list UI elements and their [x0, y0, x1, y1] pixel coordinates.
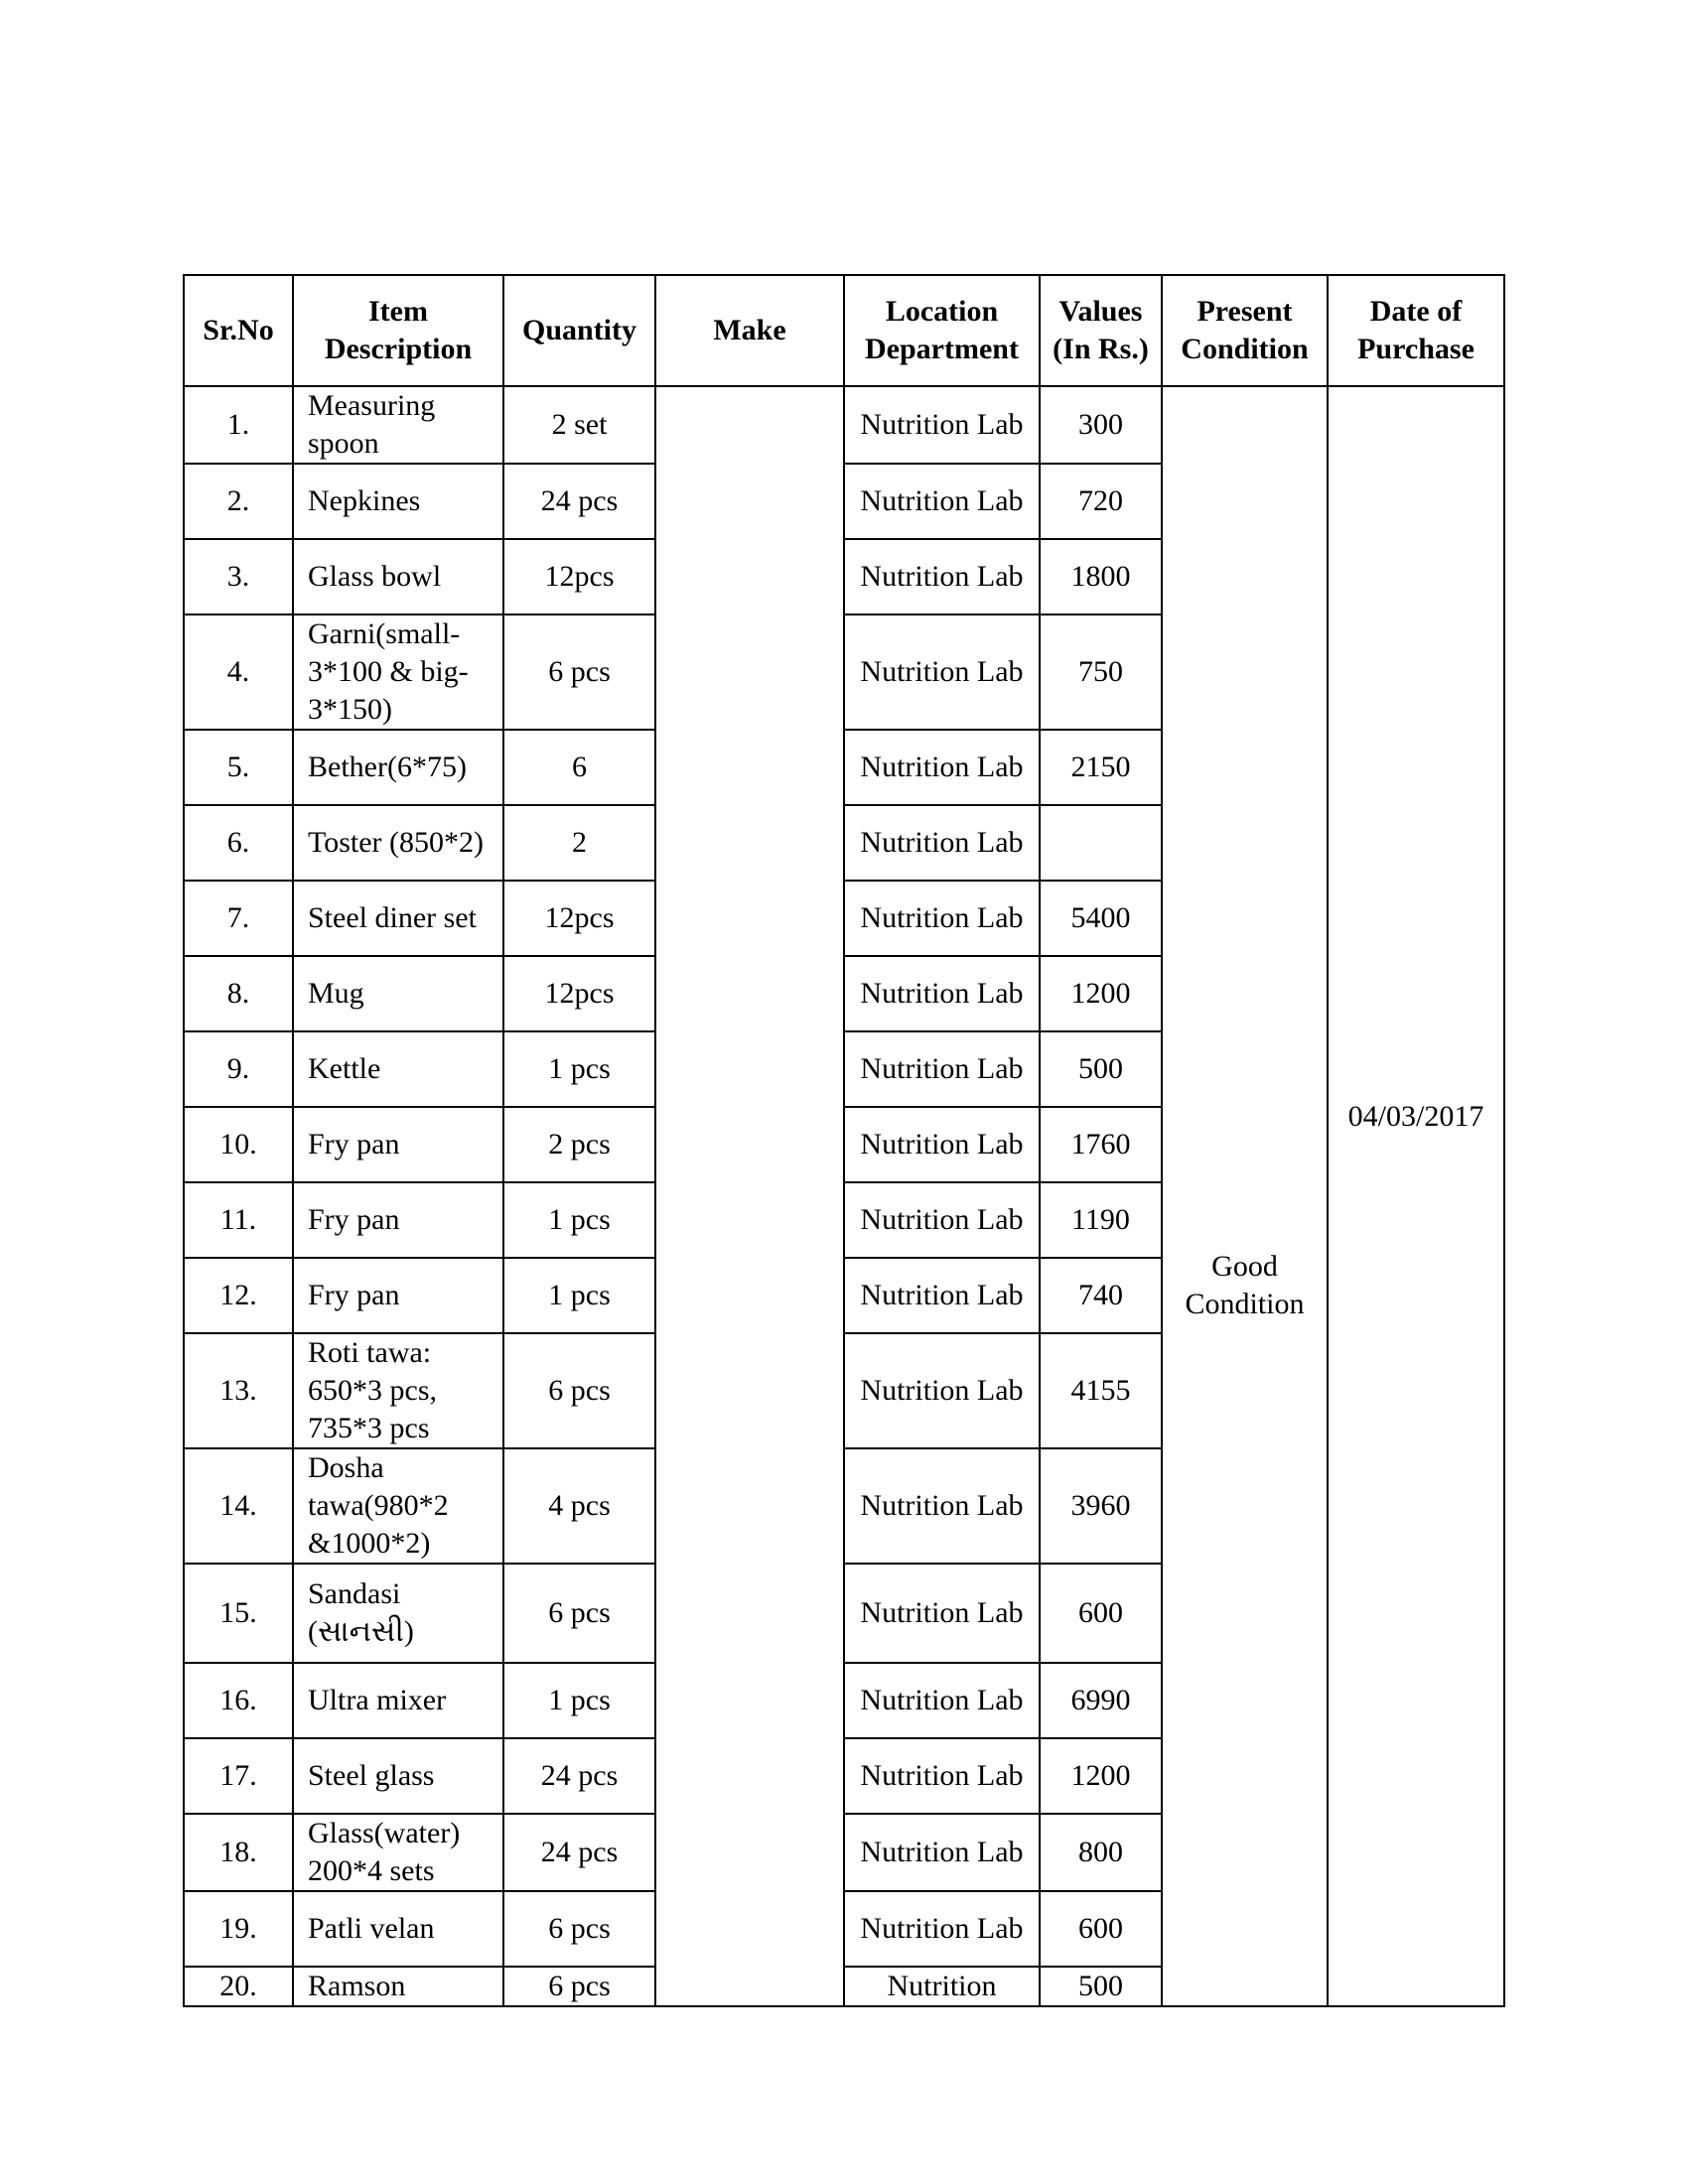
cell-sr-no: 5. — [184, 730, 293, 805]
header-quantity: Quantity — [503, 275, 655, 386]
cell-location-department: Nutrition Lab — [844, 1663, 1040, 1738]
cell-value: 1760 — [1040, 1107, 1162, 1182]
table-row — [184, 386, 1504, 464]
cell-location-department: Nutrition Lab — [844, 805, 1040, 881]
cell-location-department: Nutrition Lab — [844, 1107, 1040, 1182]
cell-sr-no: 19. — [184, 1891, 293, 1967]
cell-quantity: 6 pcs — [503, 1891, 655, 1967]
cell-quantity: 12pcs — [503, 881, 655, 956]
cell-item-description: Kettle — [293, 1031, 503, 1107]
cell-value: 1190 — [1040, 1182, 1162, 1258]
cell-item-description: Steel diner set — [293, 881, 503, 956]
cell-value: 740 — [1040, 1258, 1162, 1333]
cell-quantity: 6 pcs — [503, 1564, 655, 1663]
cell-quantity: 4 pcs — [503, 1448, 655, 1564]
cell-date-of-purchase: 04/03/2017 — [1328, 386, 1504, 2006]
header-make: Make — [655, 275, 844, 386]
cell-quantity: 2 set — [503, 386, 655, 464]
cell-sr-no: 1. — [184, 386, 293, 464]
cell-quantity: 24 pcs — [503, 1814, 655, 1891]
cell-value: 1800 — [1040, 539, 1162, 614]
cell-value: 750 — [1040, 614, 1162, 730]
cell-quantity: 1 pcs — [503, 1663, 655, 1738]
cell-make — [655, 386, 844, 2006]
cell-location-department: Nutrition Lab — [844, 881, 1040, 956]
cell-item-description: Dosha tawa(980*2 &1000*2) — [293, 1448, 503, 1564]
cell-location-department: Nutrition Lab — [844, 614, 1040, 730]
header-item-description: Item Description — [293, 275, 503, 386]
cell-present-condition: Good Condition — [1162, 386, 1328, 2006]
cell-location-department: Nutrition — [844, 1967, 1040, 2006]
cell-item-description: Fry pan — [293, 1258, 503, 1333]
cell-value: 6990 — [1040, 1663, 1162, 1738]
cell-sr-no: 2. — [184, 464, 293, 539]
cell-location-department: Nutrition Lab — [844, 464, 1040, 539]
cell-sr-no: 12. — [184, 1258, 293, 1333]
cell-sr-no: 18. — [184, 1814, 293, 1891]
cell-item-description: Measuring spoon — [293, 386, 503, 464]
cell-item-description: Roti tawa: 650*3 pcs, 735*3 pcs — [293, 1333, 503, 1448]
cell-sr-no: 8. — [184, 956, 293, 1031]
cell-item-description: Fry pan — [293, 1182, 503, 1258]
cell-quantity: 2 — [503, 805, 655, 881]
cell-quantity: 24 pcs — [503, 464, 655, 539]
header-location-department: Location Department — [844, 275, 1040, 386]
header-date-of-purchase: Date of Purchase — [1328, 275, 1504, 386]
cell-quantity: 6 pcs — [503, 614, 655, 730]
header-values: Values (In Rs.) — [1040, 275, 1162, 386]
cell-value: 500 — [1040, 1031, 1162, 1107]
cell-value: 500 — [1040, 1967, 1162, 2006]
inventory-table — [183, 274, 1505, 2007]
cell-location-department: Nutrition Lab — [844, 1738, 1040, 1814]
cell-sr-no: 14. — [184, 1448, 293, 1564]
cell-value: 4155 — [1040, 1333, 1162, 1448]
cell-sr-no: 13. — [184, 1333, 293, 1448]
cell-location-department: Nutrition Lab — [844, 1891, 1040, 1967]
cell-item-description: Garni(small-3*100 & big-3*150) — [293, 614, 503, 730]
cell-value: 3960 — [1040, 1448, 1162, 1564]
cell-value: 720 — [1040, 464, 1162, 539]
cell-item-description: Glass(water) 200*4 sets — [293, 1814, 503, 1891]
cell-value: 2150 — [1040, 730, 1162, 805]
cell-location-department: Nutrition Lab — [844, 1258, 1040, 1333]
cell-item-description: Mug — [293, 956, 503, 1031]
cell-quantity: 6 pcs — [503, 1333, 655, 1448]
cell-sr-no: 10. — [184, 1107, 293, 1182]
cell-sr-no: 16. — [184, 1663, 293, 1738]
header-sr-no: Sr.No — [184, 275, 293, 386]
cell-quantity: 1 pcs — [503, 1258, 655, 1333]
cell-sr-no: 17. — [184, 1738, 293, 1814]
cell-item-description: Fry pan — [293, 1107, 503, 1182]
cell-sr-no: 7. — [184, 881, 293, 956]
cell-sr-no: 3. — [184, 539, 293, 614]
cell-sr-no: 9. — [184, 1031, 293, 1107]
cell-location-department: Nutrition Lab — [844, 1333, 1040, 1448]
cell-location-department: Nutrition Lab — [844, 386, 1040, 464]
cell-location-department: Nutrition Lab — [844, 1448, 1040, 1564]
cell-value: 5400 — [1040, 881, 1162, 956]
cell-quantity: 24 pcs — [503, 1738, 655, 1814]
cell-item-description: Ultra mixer — [293, 1663, 503, 1738]
table-body — [184, 386, 1504, 2006]
header-present-condition: Present Condition — [1162, 275, 1328, 386]
cell-value: 800 — [1040, 1814, 1162, 1891]
cell-quantity: 6 pcs — [503, 1967, 655, 2006]
cell-item-description: Toster (850*2) — [293, 805, 503, 881]
cell-quantity: 1 pcs — [503, 1182, 655, 1258]
cell-sr-no: 11. — [184, 1182, 293, 1258]
cell-quantity: 6 — [503, 730, 655, 805]
cell-quantity: 12pcs — [503, 956, 655, 1031]
header-row — [184, 275, 1504, 386]
cell-item-description: Steel glass — [293, 1738, 503, 1814]
cell-value: 600 — [1040, 1564, 1162, 1663]
cell-location-department: Nutrition Lab — [844, 730, 1040, 805]
cell-sr-no: 20. — [184, 1967, 293, 2006]
cell-sr-no: 4. — [184, 614, 293, 730]
cell-item-description: Nepkines — [293, 464, 503, 539]
cell-value — [1040, 805, 1162, 881]
cell-value: 1200 — [1040, 956, 1162, 1031]
cell-location-department: Nutrition Lab — [844, 1031, 1040, 1107]
cell-item-description: Patli velan — [293, 1891, 503, 1967]
cell-location-department: Nutrition Lab — [844, 1182, 1040, 1258]
cell-value: 1200 — [1040, 1738, 1162, 1814]
cell-location-department: Nutrition Lab — [844, 956, 1040, 1031]
cell-quantity: 2 pcs — [503, 1107, 655, 1182]
cell-sr-no: 15. — [184, 1564, 293, 1663]
cell-item-description: Glass bowl — [293, 539, 503, 614]
cell-value: 600 — [1040, 1891, 1162, 1967]
cell-location-department: Nutrition Lab — [844, 1814, 1040, 1891]
cell-sr-no: 6. — [184, 805, 293, 881]
cell-location-department: Nutrition Lab — [844, 1564, 1040, 1663]
cell-value: 300 — [1040, 386, 1162, 464]
cell-item-description: Bether(6*75) — [293, 730, 503, 805]
cell-item-description: Ramson — [293, 1967, 503, 2006]
cell-quantity: 12pcs — [503, 539, 655, 614]
cell-quantity: 1 pcs — [503, 1031, 655, 1107]
cell-location-department: Nutrition Lab — [844, 539, 1040, 614]
cell-item-description: Sandasi (સાનસી) — [293, 1564, 503, 1663]
